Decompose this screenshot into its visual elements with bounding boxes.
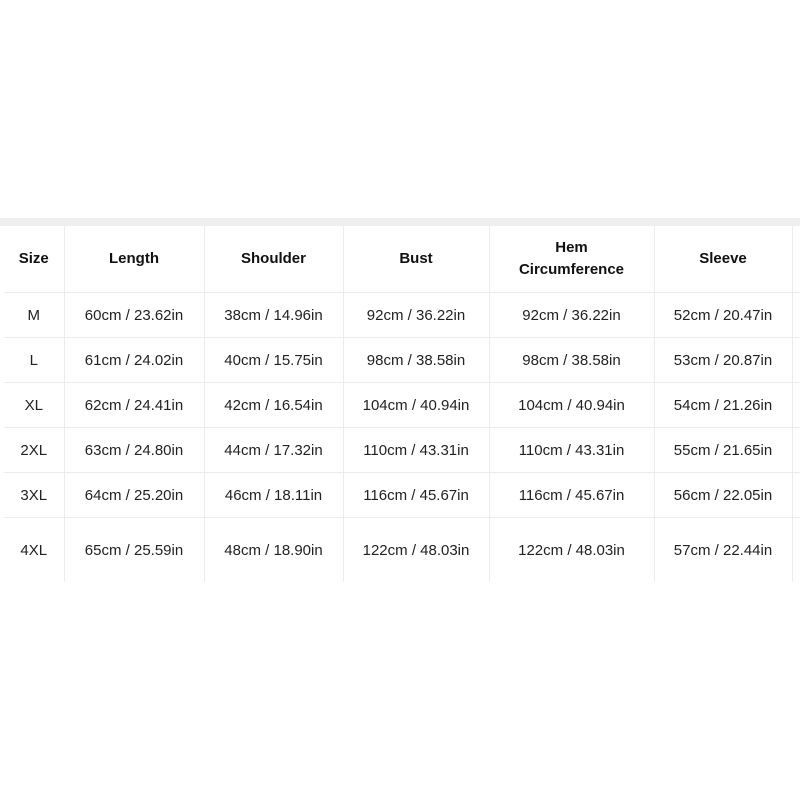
table-row <box>4 338 800 383</box>
size-chart <box>4 226 800 582</box>
cell-sleeve: 57cm / 22.44in <box>654 518 792 583</box>
cell-hem-circumference: 116cm / 45.67in <box>489 473 654 518</box>
table-edge-cell <box>792 518 800 583</box>
cell-sleeve: 54cm / 21.26in <box>654 383 792 428</box>
table-edge-cell <box>792 338 800 383</box>
table-row <box>4 473 800 518</box>
table-edge-cell <box>792 226 800 293</box>
cell-hem-circumference: 104cm / 40.94in <box>489 383 654 428</box>
cell-length: 65cm / 25.59in <box>64 518 204 583</box>
cell-shoulder: 48cm / 18.90in <box>204 518 343 583</box>
cell-hem-circumference: 110cm / 43.31in <box>489 428 654 473</box>
cell-bust: 110cm / 43.31in <box>343 428 489 473</box>
cell-sleeve: 55cm / 21.65in <box>654 428 792 473</box>
cell-length: 62cm / 24.41in <box>64 383 204 428</box>
cell-bust: 104cm / 40.94in <box>343 383 489 428</box>
cell-sleeve: 52cm / 20.47in <box>654 293 792 338</box>
header-length: Length <box>64 226 204 293</box>
cell-shoulder: 46cm / 18.11in <box>204 473 343 518</box>
table-edge-cell <box>792 293 800 338</box>
cell-hem-circumference: 122cm / 48.03in <box>489 518 654 583</box>
cell-size: XL <box>4 383 64 428</box>
cell-length: 61cm / 24.02in <box>64 338 204 383</box>
cell-shoulder: 38cm / 14.96in <box>204 293 343 338</box>
cell-size: 4XL <box>4 518 64 583</box>
cell-size: L <box>4 338 64 383</box>
cell-shoulder: 40cm / 15.75in <box>204 338 343 383</box>
table-row <box>4 518 800 583</box>
size-table <box>4 226 800 582</box>
table-row <box>4 383 800 428</box>
table-edge-cell <box>792 428 800 473</box>
cell-bust: 98cm / 38.58in <box>343 338 489 383</box>
cell-bust: 116cm / 45.67in <box>343 473 489 518</box>
cell-bust: 92cm / 36.22in <box>343 293 489 338</box>
header-band <box>0 218 800 226</box>
header-size: Size <box>4 226 64 293</box>
table-row <box>4 428 800 473</box>
cell-shoulder: 42cm / 16.54in <box>204 383 343 428</box>
cell-length: 60cm / 23.62in <box>64 293 204 338</box>
table-row <box>4 293 800 338</box>
cell-length: 63cm / 24.80in <box>64 428 204 473</box>
table-header-row <box>4 226 800 293</box>
header-hem-circumference <box>489 226 654 293</box>
table-edge-cell <box>792 383 800 428</box>
header-shoulder: Shoulder <box>204 226 343 293</box>
header-hem-circumference-label: Hem Circumference <box>518 239 625 278</box>
header-bust: Bust <box>343 226 489 293</box>
cell-hem-circumference: 98cm / 38.58in <box>489 338 654 383</box>
cell-bust: 122cm / 48.03in <box>343 518 489 583</box>
cell-sleeve: 53cm / 20.87in <box>654 338 792 383</box>
cell-size: M <box>4 293 64 338</box>
cell-hem-circumference: 92cm / 36.22in <box>489 293 654 338</box>
cell-sleeve: 56cm / 22.05in <box>654 473 792 518</box>
cell-shoulder: 44cm / 17.32in <box>204 428 343 473</box>
cell-size: 3XL <box>4 473 64 518</box>
cell-length: 64cm / 25.20in <box>64 473 204 518</box>
cell-size: 2XL <box>4 428 64 473</box>
table-edge-cell <box>792 473 800 518</box>
header-sleeve: Sleeve <box>654 226 792 293</box>
